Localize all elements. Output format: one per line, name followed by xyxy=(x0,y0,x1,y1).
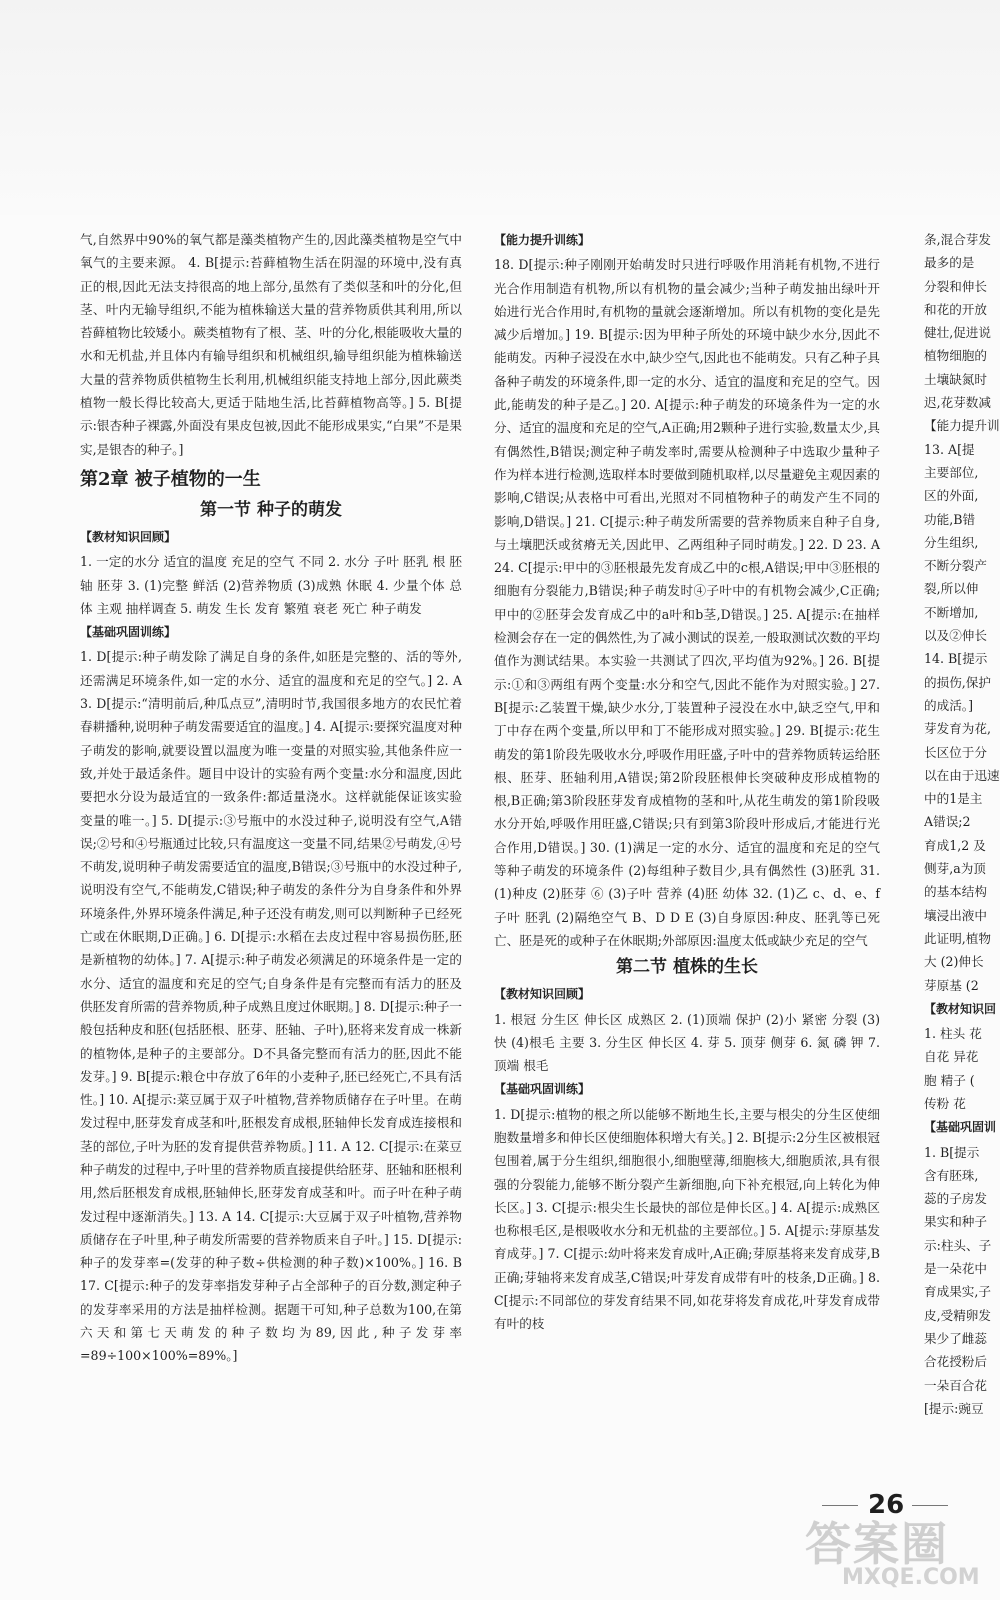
recall-label-3: 【教材知识回 xyxy=(924,1001,997,1016)
recall-answers-2: 1. 根冠 分生区 伸长区 成熟区 2. (1)顶端 保护 (2)小 紧密 分裂 (3)快 (4)根毛 主要 3. 分生区 伸长区 4. 芽 5. 顶芽 侧芽 6. 氮 磷 钾 7. 顶端 根毛 xyxy=(494,1011,880,1074)
right-column-basic-line: 含有胚珠, xyxy=(924,1167,979,1183)
basic-label-3: 【基础巩固训 xyxy=(924,1120,997,1135)
watermark-logo: 答案圈 xyxy=(805,1517,949,1571)
right-column-line: 以及②伸长 xyxy=(924,628,987,644)
intro-paragraph: 气,自然界中90%的氧气都是藻类植物产生的,因此藻类植物是空气中氧气的主要来源。 4. B[提示:苔藓植物生活在阴湿的环境中,没有真正的根,因此无法支持很高的地上部分,虽然有了类似茎和叶的分化,但茎、叶内无输导组织,不能为植株输送大量的营养物质供其利用,所以苔藓植物比较矮小。蕨类植物有了根、茎、叶的分化,根能吸收大量的水和无机盐,并且体内有输导组织和机械组织,输导组织能为植株输送大量的营养物质供植物生长利用,机械组织能支持地上部分,因此蕨类植物一般长得比较高大,更适于陆地生活,比苔藓植物高等。] 5. B[提示:银杏种子裸露,外面没有果皮包被,因此不能形成果实,“白果”不是果实,是银杏的种子。] xyxy=(80,232,462,457)
right-column-line: A错误;2 xyxy=(924,814,971,830)
right-column-line: 条,混合芽发 xyxy=(924,232,991,247)
right-column-line: 主要部位, xyxy=(924,464,979,480)
right-column-basic-line: 皮,受精卵发 xyxy=(924,1307,991,1323)
right-column-line: 侧芽,a为顶 xyxy=(924,861,986,877)
recall-answers: 1. 一定的水分 适宜的温度 充足的空气 不同 2. 水分 子叶 胚乳 根 胚轴 胚芽 3. (1)完整 鲜活 (2)营养物质 (3)成熟 休眠 4. 少量个体 总体 主观 抽样调查 5. 萌发 生长 发育 繁殖 衰老 死亡 种子萌发 xyxy=(80,554,462,616)
right-column-line: 土壤缺氮时 xyxy=(924,371,987,387)
watermark-url: MXQE.COM xyxy=(842,1565,980,1590)
right-column-recall-line: 传粉 花 xyxy=(924,1095,966,1111)
right-column-cropped xyxy=(924,228,1000,1420)
right-column-line: 分裂和伸长 xyxy=(924,278,987,294)
right-column-line: 壤浸出液中 xyxy=(924,907,987,923)
right-column-line: 裂,所以伸 xyxy=(924,581,979,597)
right-column-basic-line: 果少了雌蕊 xyxy=(924,1330,987,1346)
right-column-recall-line: 1. 柱头 花 xyxy=(924,1026,982,1042)
right-column-line: 此证明,植物 xyxy=(924,930,991,946)
right-column-line: 和花的开放 xyxy=(924,301,987,317)
right-column-line: 中的1是主 xyxy=(924,791,983,807)
right-column-basic-line: 1. B[提示 xyxy=(924,1144,980,1160)
right-column-line: 不断增加, xyxy=(924,604,979,620)
right-column-basic-line: 一朵百合花 xyxy=(924,1377,987,1393)
recall-label-2: 【教材知识回顾】 xyxy=(494,987,591,1002)
basic-answers: 1. D[提示:种子萌发除了满足自身的条件,如胚是完整的、活的等外,还需满足环境条件,如一定的水分、适宜的温度和充足的空气。] 2. A 3. D[提示:“清明前后,种瓜点豆”,清明时节,我国很多地方的农民忙着春耕播种,说明种子萌发需要适宜的温度。] 4. A[提示:要探究温度对种子萌发的影响,就要设置以温度为唯一变量的对照实验,其他条件应一致,并处于最适条件。题目中设计的实验有两个变量:水分和温度,因此要把水分设为最适宜的一致条件:都适量浇水。这样就能保证该实验变量的唯一。] 5. D[提示:③号瓶中的水没过种子,说明没有空气,A错误;②号和④号瓶通过比较,只有温度这一变量不同,结果②号萌发,④号不萌发,说明种子萌发需要适宜的温度,B错误;③号瓶中的水没过种子,说明没有空气,不能萌发,C错误;种子萌发的条件分为自身条件和外界环境条件,外界环境条件满足,种子还没有萌发,则可以判断种子已经死亡或在休眠期,D正确。] 6. D[提示:水稻在去皮过程中容易损伤胚,胚是新植物的幼体。] 7. A[提示:种子萌发必须满足的环境条件是一定的水分、适宜的温度和充足的空气;自身条件是有完整而有活力的胚及供胚发育所需的营养物质,种子成熟且度过休眠期。] 8. D[提示:种子一般包括种皮和胚(包括胚根、胚芽、胚轴、子叶),胚将来发育成一株新的植物体,是种子的主要部分。D不具备完整而有活力的胚,因此不能发芽。] 9. B[提示:粮仓中存放了6年的小麦种子,胚已经死亡,不具有活性。] 10. A[提示:菜豆属于双子叶植物,营养物质储存在子叶里。在萌发过程中,胚芽发育成茎和叶,胚根发育成根,胚轴伸长发育成连接根和茎的部位,子叶为胚的发育提供营养物质。] 11. A 12. C[提示:在菜豆种子萌发的过程中,子叶里的营养物质直接提供给胚芽、胚轴和胚根利用,然后胚根发育成根,胚轴伸长,胚芽发育成茎和叶。而子叶在种子萌发过程中逐渐消失。] 13. A 14. C[提示:大豆属于双子叶植物,营养物质储存在子叶里,种子萌发所需要的营养物质来自子叶。] 15. D[提示:种子的发芽率=(发芽的种子数÷供检测的种子数)×100%。] 16. B 17. C[提示:种子的发芽率指发芽种子占全部种子的百分数,测定种子的发芽率采用的方法是抽样检测。据题干可知,种子总数为100,在第六天和第七天萌发的种子数均为89,因此,种子发芽率=89÷100×100%=89%。] xyxy=(80,649,462,1364)
page-number-text: 26 xyxy=(868,1490,905,1520)
right-column-basic-line: [提示:豌豆 xyxy=(924,1400,984,1416)
right-column-line: 13. A[提 xyxy=(924,441,975,457)
right-column-line: 健壮,促进说 xyxy=(924,325,991,341)
top-blank-margin xyxy=(0,0,1000,215)
right-column-line: 育成1,2 及 xyxy=(924,837,986,853)
right-column-recall-line: 胞 精子 ( xyxy=(924,1072,975,1088)
right-column-line: 的基本结构 xyxy=(924,884,987,900)
right-column-line: 长区位于分 xyxy=(924,744,987,760)
right-column-line: 芽原基 (2 xyxy=(924,977,979,993)
right-column-line: 迟,花芽数减 xyxy=(924,395,991,411)
basic-label-2: 【基础巩固训练】 xyxy=(494,1082,591,1097)
ability-label: 【能力提升训练】 xyxy=(494,233,591,247)
right-column-basic-line: 育成果实,子 xyxy=(924,1284,991,1300)
right-column-line: 最多的是 xyxy=(924,255,975,271)
right-column-line: 植物细胞的 xyxy=(924,348,987,364)
chapter-title: 第2章 被子植物的一生 xyxy=(80,468,261,490)
recall-label: 【教材知识回顾】 xyxy=(80,529,177,544)
section-title-2: 第二节 植株的生长 xyxy=(616,957,758,978)
basic-answers-2: 1. D[提示:植物的根之所以能够不断地生长,主要与根尖的分生区使细胞数量增多和伸长区使细胞体积增大有关。] 2. B[提示:2分生区被根冠包围着,属于分生组织,细胞很小,细胞壁薄,细胞核大,细胞质浓,具有很强的分裂能力,能够不断分裂产生新细胞,向下补充根冠,向上转化为伸长区。] 3. C[提示:根尖生长最快的部位是伸长区。] 4. A[提示:成熟区也称根毛区,是根吸收水分和无机盐的主要部位。] 5. A[提示:芽原基发育成芽。] 7. C[提示:幼叶将来发育成叶,A正确;芽原基将来发育成芽,B正确;芽轴将来发育成茎,C错误;叶芽发育成带有叶的枝条,D正确。] 8. C[提示:不同部位的芽发育结果不同,如花芽将发育成花,叶芽发育成带有叶的枝 xyxy=(494,1106,880,1332)
right-column-basic-line: 是一朵花中 xyxy=(924,1261,987,1277)
right-column-basic-line: 蕊的子房发 xyxy=(924,1191,987,1207)
right-column-line: 【能力提升训 xyxy=(924,418,1000,434)
right-column-line: 的成活。] xyxy=(924,697,973,713)
section-title-1: 第一节 种子的萌发 xyxy=(200,499,342,520)
right-column-line: 不断分裂产 xyxy=(924,558,987,574)
right-column-line: 分生组织, xyxy=(924,534,979,550)
right-column-line: 以在由于迅速 xyxy=(924,767,1000,783)
right-column-line: 的损伤,保护 xyxy=(924,674,991,690)
right-column-basic-line: 合花授粉后 xyxy=(924,1354,987,1370)
right-column-basic-line: 示:柱头、子 xyxy=(924,1237,992,1253)
right-column-line: 大 (2)伸长 xyxy=(924,954,984,970)
middle-column xyxy=(494,228,880,1336)
left-column xyxy=(80,228,462,1368)
right-column-line: 功能,B错 xyxy=(924,511,976,527)
right-column-line: 14. B[提示 xyxy=(924,651,988,667)
right-column-recall-line: 自花 异花 xyxy=(924,1049,979,1065)
right-column-basic-line: 果实和种子 xyxy=(924,1214,987,1230)
ability-answers: 18. D[提示:种子刚刚开始萌发时只进行呼吸作用消耗有机物,不进行光合作用制造有机物,所以有机物的量会减少;当种子萌发抽出绿叶开始进行光合作用时,有机物的量就会逐渐增加。所以有机物的变化是先减少后增加。] 19. B[提示:因为甲种子所处的环境中缺少水分,因此不能萌发。丙种子浸没在水中,缺少空气,因此也不能萌发。只有乙种子具备种子萌发的环境条件,即一定的水分、适宜的温度和充足的空气。因此,能萌发的种子是乙。] 20. A[提示:种子萌发的环境条件为一定的水分、适宜的温度和充足的空气,A正确;用2颗种子进行实验,数量太少,具有偶然性,B错误;测定种子萌发率时,需要从检测种子中选取少量种子作为样本进行检测,选取样本时要做到随机取样,以尽量避免主观因素的影响,C错误;从表格中可看出,光照对不同植物种子的萌发产生不同的影响,D错误。] 21. C[提示:种子萌发所需要的营养物质来自种子自身,与土壤肥沃或贫瘠无关,因此甲、乙两组种子同时萌发。] 22. D 23. A 24. C[提示:甲中的③胚根最先发育成乙中的c根,A错误;甲中③胚根的细胞有分裂能力,B错误;种子萌发时④子叶中的有机物会减少,C正确;甲中的②胚芽会发育成乙中的a叶和b茎,D错误。] 25. A[提示:在抽样检测会存在一定的偶然性,为了减小测试的误差,一般取测试次数的平均值作为测试结果。本实验一共测试了四次,平均值为92%。] 26. B[提示:①和③两组有两个变量:水分和空气,因此不能作为对照实验。] 27. B[提示:乙装置干燥,缺少水分,丁装置种子浸没在水中,缺乏空气,甲和丁中存在两个变量,所以甲和丁不能形成对照实验。] 29. B[提示:花生萌发的第1阶段先吸收水分,呼吸作用旺盛,子叶中的营养物质转运给胚根、胚芽、胚轴利用,A错误;第2阶段胚根伸长突破种皮形成植物的根,B正确;第3阶段胚芽发育成植物的茎和叶,从花生萌发的第1阶段吸水分开始,呼吸作用旺盛,C错误;只有到第3阶段叶形成后,才能进行光合作用,D错误。] 30. (1)满足一定的水分、适宜的温度和充足的空气等种子萌发的环境条件 (2)每组种子数目少,具有偶然性 (3)胚乳 31. (1)种皮 (2)胚芽 ⑥ (3)子叶 营养 (4)胚 幼体 32. (1)乙 c、d、e、f 子叶 胚乳 (2)隔绝空气 B、D D E (3)自身原因:种皮、胚乳等已死亡、胚是死的或种子在休眠期;外部原因:温度太低或缺少充足的空气 xyxy=(494,257,880,948)
basic-label: 【基础巩固训练】 xyxy=(80,625,177,640)
right-column-line: 芽发育为花, xyxy=(924,721,991,737)
right-column-line: 区的外面, xyxy=(924,488,979,504)
